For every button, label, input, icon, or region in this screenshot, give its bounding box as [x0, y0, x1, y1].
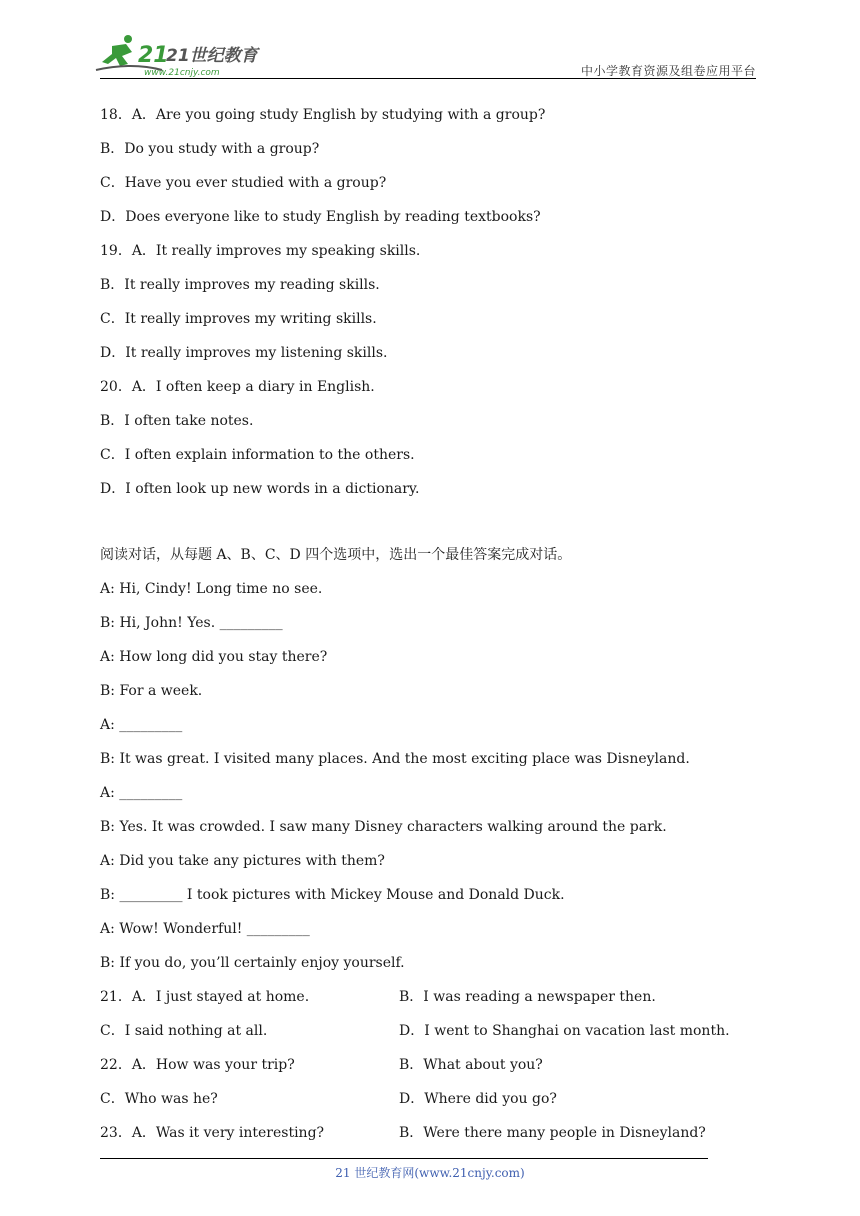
- dialogue-line: A: Hi, Cindy! Long time no see.: [100, 581, 323, 597]
- site-logo: [92, 34, 262, 78]
- option-left: 22．A．How was your trip?: [100, 1057, 295, 1073]
- section-gap: [100, 512, 740, 544]
- question-19-option-b: B．It really improves my reading skills.: [100, 277, 380, 293]
- platform-name: 中小学教育资源及组卷应用平台: [580, 64, 756, 78]
- answer-options: [100, 986, 740, 1156]
- dialogue-line: B: Hi, John! Yes. _________: [100, 615, 283, 631]
- option-right: D．I went to Shanghai on vacation last month.: [399, 1023, 730, 1039]
- dialogue-line: A: Did you take any pictures with them?: [100, 853, 385, 869]
- option-left: C．Who was he?: [100, 1091, 218, 1107]
- dialogue-line: B: It was great. I visited many places. And the most exciting place was Disneyland.: [100, 751, 690, 767]
- option-left: 23．A．Was it very interesting?: [100, 1125, 325, 1141]
- option-left: C．I said nothing at all.: [100, 1023, 268, 1039]
- dialogue-line: A: _________: [100, 785, 183, 801]
- question-block-1: [100, 104, 740, 512]
- question-19-option-d: D．It really improves my listening skills.: [100, 345, 388, 361]
- question-20-option-c: C．I often explain information to the others.: [100, 447, 415, 463]
- dialogue-line: B: For a week.: [100, 683, 203, 699]
- question-18-option-c: C．Have you ever studied with a group?: [100, 175, 387, 191]
- page-content: [100, 104, 740, 1156]
- runner-logo-icon: [92, 34, 262, 78]
- svg-text:21世纪教育: 21世纪教育: [166, 46, 258, 66]
- dialogue-line: B: If you do, you’ll certainly enjoy yourself.: [100, 955, 405, 971]
- options-row: [100, 1088, 740, 1122]
- option-right: B．Were there many people in Disneyland?: [399, 1125, 706, 1141]
- dialogue-line: B: Yes. It was crowded. I saw many Disney characters walking around the park.: [100, 819, 667, 835]
- options-row: [100, 1020, 740, 1054]
- option-right: B．What about you?: [399, 1057, 543, 1073]
- option-left: 21．A．I just stayed at home.: [100, 989, 310, 1005]
- options-row: [100, 1054, 740, 1088]
- svg-text:21: 21: [138, 43, 169, 68]
- options-row: [100, 986, 740, 1020]
- options-row: [100, 1122, 740, 1156]
- dialogue: [100, 578, 740, 986]
- question-20-option-a: 20．A．I often keep a diary in English.: [100, 379, 375, 395]
- dialogue-line: A: _________: [100, 717, 183, 733]
- page-header: [0, 0, 860, 90]
- question-18-option-d: D．Does everyone like to study English by reading textbooks?: [100, 209, 541, 225]
- footer-divider: [100, 1158, 708, 1159]
- svg-text:www.21cnjy.com: www.21cnjy.com: [144, 68, 220, 78]
- question-20-option-d: D．I often look up new words in a dictionary.: [100, 481, 420, 497]
- question-19-option-a: 19．A．It really improves my speaking skills.: [100, 243, 421, 259]
- dialogue-line: A: Wow! Wonderful! _________: [100, 921, 310, 937]
- section-instruction: 阅读对话，从每题 A、B、C、D 四个选项中，选出一个最佳答案完成对话。: [100, 547, 572, 563]
- dialogue-line: A: How long did you stay there?: [100, 649, 328, 665]
- question-18-option-a: 18．A．Are you going study English by studying with a group?: [100, 107, 546, 123]
- header-divider: [100, 78, 756, 79]
- question-20-option-b: B．I often take notes.: [100, 413, 254, 429]
- question-18-option-b: B．Do you study with a group?: [100, 141, 320, 157]
- page-footer: 21 世纪教育网(www.21cnjy.com): [335, 1166, 525, 1180]
- option-right: D．Where did you go?: [399, 1091, 557, 1107]
- dialogue-line: B: _________ I took pictures with Mickey Mouse and Donald Duck.: [100, 887, 565, 903]
- question-19-option-c: C．It really improves my writing skills.: [100, 311, 377, 327]
- option-right: B．I was reading a newspaper then.: [399, 989, 656, 1005]
